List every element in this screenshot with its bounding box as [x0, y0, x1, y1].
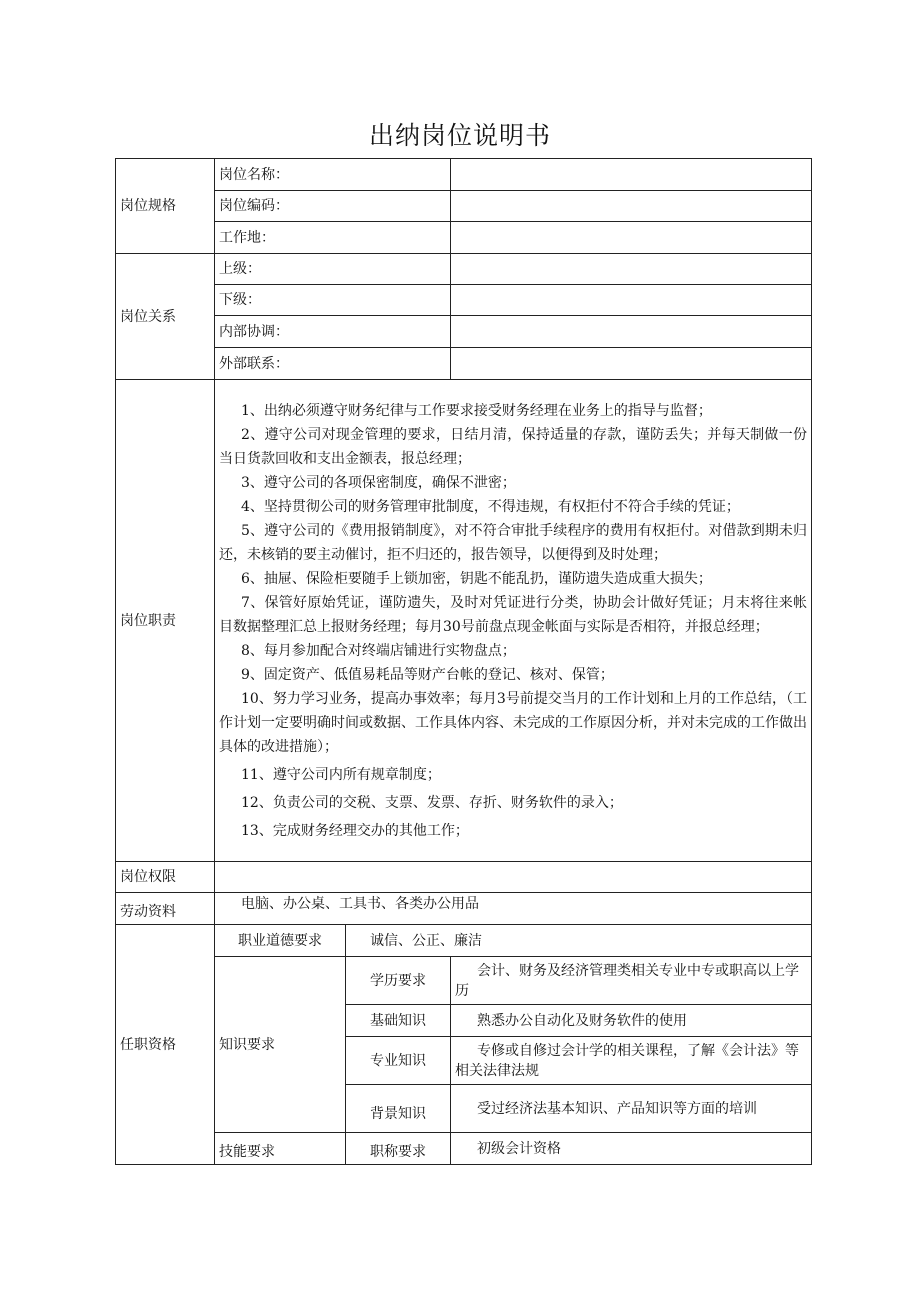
authority-category: 岗位权限	[116, 862, 215, 893]
materials-value: 电脑、办公桌、工具书、各类办公用品	[215, 893, 812, 925]
relation-category: 岗位关系	[116, 254, 215, 380]
spec-value-name[interactable]	[451, 159, 812, 191]
duty-item-5: 5、遵守公司的《费用报销制度》，对不符合审批手续程序的费用有权拒付。对借款到期未归还，未核销的要主动催讨，拒不归还的，报告领导，以便得到及时处理；	[219, 522, 807, 563]
spec-row-code	[116, 191, 812, 222]
title-requirement-label: 职称要求	[346, 1133, 451, 1165]
duty-item-3: 3、遵守公司的各项保密制度，确保不泄密；	[241, 474, 516, 491]
materials-category: 劳动资料	[116, 893, 215, 925]
relation-label-subordinate: 下级：	[215, 285, 451, 316]
background-knowledge-label: 背景知识	[346, 1085, 451, 1133]
qual-row-ethics	[116, 925, 812, 957]
spec-row-name	[116, 159, 812, 191]
knowledge-label: 知识要求	[215, 957, 346, 1133]
duty-item-9: 9、固定资产、低值易耗品等财产台帐的登记、核对、保管；	[241, 666, 614, 683]
relation-row-internal	[116, 316, 812, 348]
duty-item-2: 2、遵守公司对现金管理的要求，日结月清，保持适量的存款，谨防丢失；并每天制做一份当日货款回收和支出金额表，报总经理；	[219, 426, 807, 467]
duty-item-8: 8、每月参加配合对终端店铺进行实物盘点；	[241, 642, 516, 659]
professional-knowledge-value: 专修或自修过会计学的相关课程，了解《会计法》等相关法律法规	[451, 1037, 812, 1085]
education-label: 学历要求	[346, 957, 451, 1005]
education-value: 会计、财务及经济管理类相关专业中专或职高以上学历	[451, 957, 812, 1005]
duty-item-13: 13、完成财务经理交办的其他工作；	[241, 822, 469, 839]
relation-label-superior: 上级：	[215, 254, 451, 285]
spec-row-location	[116, 222, 812, 254]
duty-item-1: 1、出纳必须遵守财务纪律与工作要求接受财务经理在业务上的指导与监督；	[241, 402, 712, 419]
relation-label-internal: 内部协调：	[215, 316, 451, 348]
spec-value-location[interactable]	[451, 222, 812, 254]
basic-knowledge-label: 基础知识	[346, 1005, 451, 1037]
spec-value-code[interactable]	[451, 191, 812, 222]
duty-item-11: 11、遵守公司内所有规章制度；	[241, 766, 441, 783]
relation-row-subordinate	[116, 285, 812, 316]
duty-item-4: 4、坚持贯彻公司的财务管理审批制度，不得违规，有权拒付不符合手续的凭证；	[241, 498, 740, 515]
skill-label: 技能要求	[215, 1133, 346, 1165]
authority-row	[116, 862, 812, 893]
relation-value-superior[interactable]	[451, 254, 812, 285]
basic-knowledge-value: 熟悉办公自动化及财务软件的使用	[451, 1005, 812, 1037]
spec-category: 岗位规格	[116, 159, 215, 254]
qual-row-education	[116, 957, 812, 1005]
duty-item-6: 6、抽屉、保险柜要随手上锁加密，钥匙不能乱扔，谨防遗失造成重大损失；	[241, 570, 712, 587]
relation-value-subordinate[interactable]	[451, 285, 812, 316]
relation-value-external[interactable]	[451, 348, 812, 380]
relation-label-external: 外部联系：	[215, 348, 451, 380]
job-description-table	[115, 158, 812, 1165]
ethics-label: 职业道德要求	[215, 925, 346, 957]
duty-item-10: 10、努力学习业务，提高办事效率；每月3号前提交当月的工作计划和上月的工作总结，（工作计划一定要明确时间或数据、工作具体内容、未完成的工作原因分析，并对未完成的工作做出具体的改进措施）；	[219, 690, 807, 755]
qualification-category: 任职资格	[116, 925, 215, 1165]
duties-row	[116, 380, 812, 862]
professional-knowledge-label: 专业知识	[346, 1037, 451, 1085]
duty-item-12: 12、负责公司的交税、支票、发票、存折、财务软件的录入；	[241, 794, 623, 811]
spec-label-code: 岗位编码：	[215, 191, 451, 222]
relation-row-superior	[116, 254, 812, 285]
duties-category: 岗位职责	[116, 380, 215, 862]
title-requirement-value: 初级会计资格	[451, 1133, 812, 1165]
relation-value-internal[interactable]	[451, 316, 812, 348]
duties-list	[215, 380, 812, 862]
document-title: 出纳岗位说明书	[368, 121, 551, 150]
qual-row-skill	[116, 1133, 812, 1165]
ethics-value: 诚信、公正、廉洁	[346, 925, 812, 957]
background-knowledge-value: 受过经济法基本知识、产品知识等方面的培训	[451, 1085, 812, 1133]
duty-item-7: 7、保管好原始凭证，谨防遗失，及时对凭证进行分类，协助会计做好凭证；月末将往来帐目数据整理汇总上报财务经理；每月30号前盘点现金帐面与实际是否相符，并报总经理；	[219, 594, 807, 635]
spec-label-location: 工作地：	[215, 222, 451, 254]
materials-row	[116, 893, 812, 925]
relation-row-external	[116, 348, 812, 380]
authority-value[interactable]	[215, 862, 812, 893]
spec-label-name: 岗位名称：	[215, 159, 451, 191]
